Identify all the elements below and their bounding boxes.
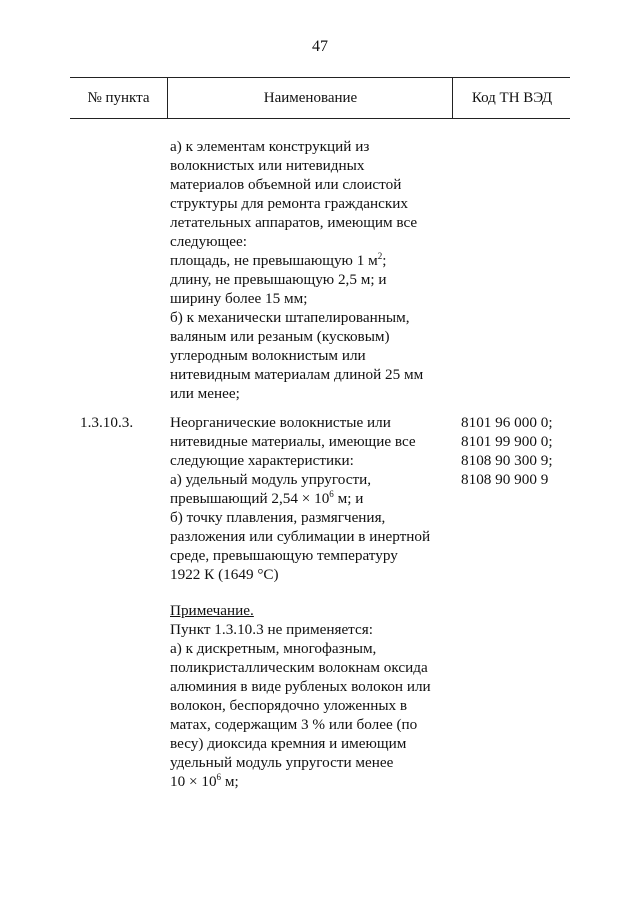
modulus-exponent: 6 xyxy=(329,489,334,499)
code-entry: 8101 99 900 0; xyxy=(461,433,553,450)
text-line: материалов объемной или слоистой xyxy=(170,176,402,193)
code-entry: 8108 90 300 9; xyxy=(461,452,553,469)
text-line: удельный модуль упругости менее xyxy=(170,754,394,771)
code-entry: 8101 96 000 0; xyxy=(461,414,553,431)
text-line: весу) диоксида кремния и имеющим xyxy=(170,735,407,752)
header-item-number: № пункта xyxy=(87,90,150,106)
modulus-line xyxy=(170,772,460,791)
text-line: матах, содержащим 3 % или более (по xyxy=(170,716,418,733)
modulus-exponent: 6 xyxy=(216,772,222,782)
text-line: а) к дискретным, многофазным, xyxy=(170,640,377,657)
item-description xyxy=(170,413,460,584)
area-text: площадь, не превышающую 1 м xyxy=(170,252,378,269)
text-line: б) к механически штапелированным, xyxy=(170,309,410,326)
text-line: нитевидные материалы, имеющие все xyxy=(170,433,416,450)
modulus-text: превышающий 2,54 × 10 xyxy=(170,490,330,507)
text-line: следующие характеристики: xyxy=(170,452,354,469)
note-block xyxy=(170,601,460,791)
text-line: длину, не превышающую 2,5 м; и xyxy=(170,271,387,288)
text-line: поликристаллическим волокнам оксида xyxy=(170,659,428,676)
tn-ved-codes xyxy=(461,413,571,489)
text-line: среде, превышающую температуру xyxy=(170,547,398,564)
area-exponent: 2 xyxy=(377,251,383,261)
header-name: Наименование xyxy=(167,78,453,118)
continued-exclusions xyxy=(170,137,460,403)
text-line: волокон, беспорядочно уложенных в xyxy=(170,697,408,714)
modulus-suffix: м; xyxy=(221,773,239,790)
modulus-text: 10 × 10 xyxy=(170,773,217,790)
text-line: следующее: xyxy=(170,233,247,250)
text-line: валяным или резаным (кусковым) xyxy=(170,328,390,345)
text-line: Пункт 1.3.10.3 не применяется: xyxy=(170,621,373,638)
text-line: или менее; xyxy=(170,385,240,402)
note-title: Примечание. xyxy=(170,602,254,619)
text-line: летательных аппаратов, имеющим все xyxy=(170,214,418,231)
text-line: а) удельный модуль упругости, xyxy=(170,471,372,488)
text-line: нитевидным материалам длиной 25 мм xyxy=(170,366,424,383)
text-line: Неорганические волокнистые или xyxy=(170,414,391,431)
text-line: 1922 К (1649 °С) xyxy=(170,566,279,583)
text-line: структуры для ремонта гражданских xyxy=(170,195,408,212)
modulus-suffix: м; и xyxy=(333,490,364,507)
text-line: б) точку плавления, размягчения, xyxy=(170,509,386,526)
text-line: волокнистых или нитевидных xyxy=(170,157,365,174)
code-entry: 8108 90 900 9 xyxy=(461,471,549,488)
table-header xyxy=(70,77,570,119)
modulus-line xyxy=(170,489,460,508)
header-tn-ved-code: Код ТН ВЭД xyxy=(452,78,571,118)
text-line: а) к элементам конструкций из xyxy=(170,138,370,155)
page-number: 47 xyxy=(312,38,328,55)
text-line: ширину более 15 мм; xyxy=(170,290,308,307)
item-number: 1.3.10.3. xyxy=(80,414,134,431)
text-line: углеродным волокнистым или xyxy=(170,347,366,364)
text-line: алюминия в виде рубленых волокон или xyxy=(170,678,431,695)
area-line xyxy=(170,251,460,270)
area-suffix: ; xyxy=(382,252,387,269)
text-line: разложения или сублимации в инертной xyxy=(170,528,431,545)
